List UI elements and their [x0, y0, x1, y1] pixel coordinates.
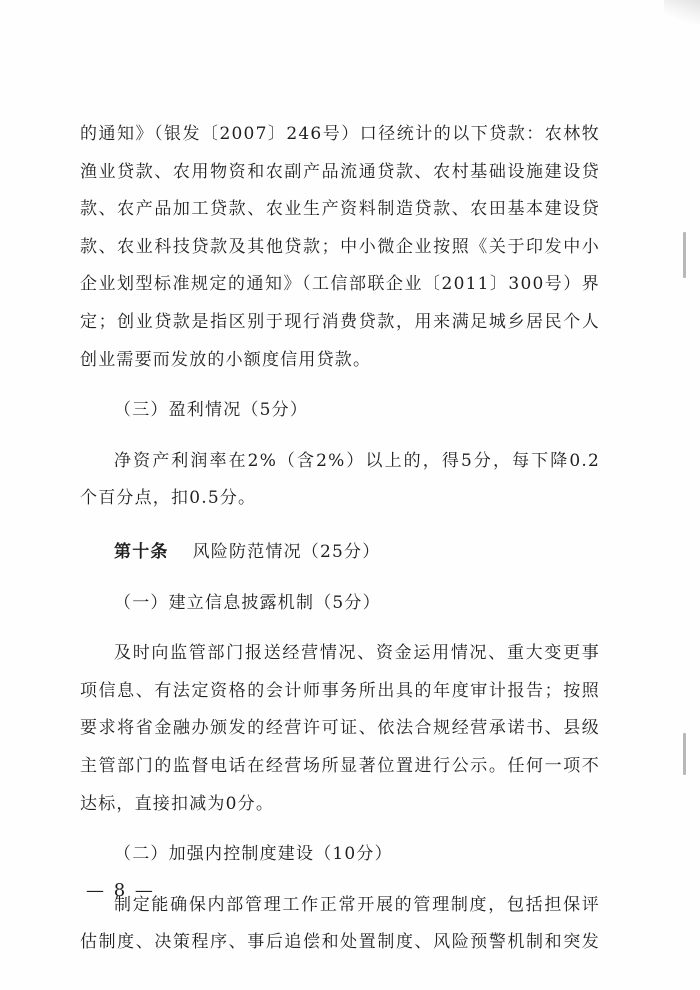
document-body — [80, 116, 600, 962]
text-line: 款、农业科技贷款及其他贷款；中小微企业按照《关于印发中小 — [80, 236, 600, 257]
paragraph-disclosure — [80, 635, 600, 823]
text-line: 的通知》（银发〔2007〕246号）口径统计的以下贷款：农林牧 — [80, 124, 600, 144]
text-line: 定；创业贷款是指区别于现行消费贷款，用来满足城乡居民个人 — [80, 311, 600, 332]
paragraph-loan-definitions — [80, 116, 600, 379]
binding-mark — [683, 232, 686, 278]
text-line: 要求将省金融办颁发的经营许可证、依法合规经营承诺书、县级 — [80, 718, 600, 739]
text-line: 企业划型标准规定的通知》（工信部联企业〔2011〕300号）界 — [80, 274, 600, 295]
text-line: 制定能确保内部管理工作正常开展的管理制度，包括担保评 — [114, 894, 600, 915]
text-line: 净资产利润率在2%（含2%）以上的，得5分，每下降0.2 — [114, 450, 600, 471]
text-line: 达标，直接扣减为0分。 — [80, 793, 275, 814]
page-number: — 8 — — [86, 880, 155, 901]
paragraph-profitability — [80, 443, 600, 518]
article-heading — [80, 534, 600, 572]
text-line: 款、农产品加工贷款、农业生产资料制造贷款、农田基本建设贷 — [80, 199, 600, 220]
text-line: 渔业贷款、农用物资和农副产品流通贷款、农村基础设施建设贷 — [80, 161, 600, 182]
article-label: 第十条 — [114, 541, 169, 562]
paragraph-internal-control — [80, 887, 600, 962]
text-line: 及时向监管部门报送经营情况、资金运用情况、重大变更事 — [114, 643, 600, 664]
text-line: 主管部门的监督电话在经营场所显著位置进行公示。任何一项不 — [80, 755, 600, 776]
text-line: 创业需要而发放的小额度信用贷款。 — [80, 349, 372, 370]
page-corner-shadow — [664, 0, 700, 24]
section-heading-disclosure: （一）建立信息披露机制（5分） — [114, 592, 381, 613]
text-line: 估制度、决策程序、事后追偿和处置制度、风险预警机制和突发 — [80, 932, 600, 953]
binding-mark — [683, 733, 686, 775]
text-line: 个百分点，扣0.5分。 — [80, 488, 257, 509]
section-heading-internal-control: （二）加强内控制度建设（10分） — [114, 844, 393, 865]
article-title: 风险防范情况（25分） — [192, 541, 381, 562]
text-line: 项信息、有法定资格的会计师事务所出具的年度审计报告；按照 — [80, 680, 600, 701]
section-heading-profitability: （三）盈利情况（5分） — [114, 400, 309, 421]
